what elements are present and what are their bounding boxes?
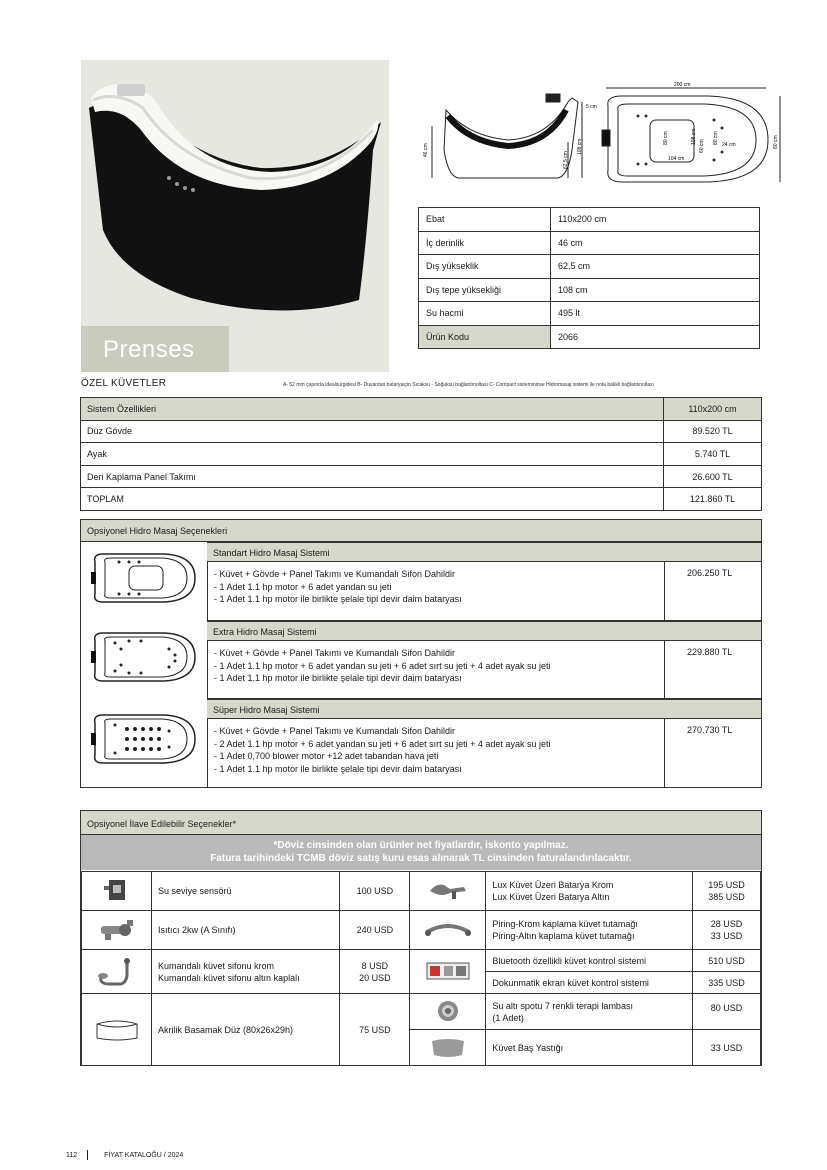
tub-super-icon bbox=[89, 711, 201, 767]
price-row-label: Deri Kaplama Panel Takımı bbox=[81, 465, 664, 488]
option-name bbox=[486, 872, 693, 911]
option-price-line: 8 USD bbox=[361, 960, 389, 971]
page-number: 112 bbox=[66, 1151, 78, 1159]
spec-value: 62,5 cm bbox=[551, 255, 760, 279]
price-row-label: Ayak bbox=[81, 443, 664, 466]
hydro-option bbox=[81, 699, 761, 788]
hydro-option-desc bbox=[207, 719, 664, 788]
dim-label: 5 cm bbox=[586, 104, 597, 110]
option-price: 75 USD bbox=[340, 994, 410, 1066]
spotlight-icon bbox=[410, 994, 486, 1030]
hydro-option-name: Standart Hidro Masaj Sistemi bbox=[207, 542, 761, 562]
option-name-line: Piring-Krom kaplama küvet tutamağı bbox=[492, 919, 638, 929]
hydro-option-desc bbox=[207, 562, 664, 621]
pillow-icon bbox=[410, 1030, 486, 1066]
price-row-label: TOPLAM bbox=[81, 488, 664, 511]
dim-label: 24 cm bbox=[722, 142, 736, 148]
price-row-label: Düz Gövde bbox=[81, 420, 664, 443]
option-price bbox=[693, 911, 761, 950]
currency-notice-line: *Döviz cinsinden olan ürünler net fiyatlardır, iskonto yapılmaz. bbox=[273, 840, 569, 851]
spec-label: Dış yükseklik bbox=[419, 255, 551, 279]
option-price: 335 USD bbox=[693, 972, 761, 994]
additional-options-title: Opsiyonel İlave Edilebilir Seçenekler* bbox=[81, 811, 761, 835]
option-name: Küvet Baş Yastığı bbox=[486, 1030, 693, 1066]
side-view-drawing bbox=[432, 94, 582, 178]
spec-label: Su hacmi bbox=[419, 302, 551, 326]
option-price-line: 20 USD bbox=[359, 972, 391, 983]
step-icon bbox=[82, 994, 152, 1066]
dim-label: 80 cm bbox=[663, 131, 669, 145]
catalog-title: FİYAT KATALOĞU / 2024 bbox=[104, 1151, 184, 1159]
option-name: Dokunmatik ekran küvet kontrol sistemi bbox=[486, 972, 693, 994]
hydro-option-line: - 1 Adet 1.1 hp motor + 6 adet yandan su jeti bbox=[214, 581, 392, 592]
price-head-value: 110x200 cm bbox=[664, 398, 762, 421]
spec-label: İç derinlik bbox=[419, 231, 551, 255]
hydro-option-price: 270.730 TL bbox=[664, 719, 761, 788]
currency-notice bbox=[81, 835, 761, 870]
dim-label: 80 cm bbox=[713, 131, 719, 145]
product-name-label: Prenses bbox=[81, 326, 229, 372]
hydro-option-price: 229.880 TL bbox=[664, 641, 761, 699]
product-photo bbox=[81, 60, 389, 372]
option-name bbox=[486, 911, 693, 950]
option-name: Akrilik Basamak Düz (80x26x29h) bbox=[152, 994, 340, 1066]
dim-label: 200 cm bbox=[674, 82, 691, 88]
hydro-option-name: Extra Hidro Masaj Sistemi bbox=[207, 621, 761, 641]
spec-label: Dış tepe yüksekliği bbox=[419, 278, 551, 302]
price-row-value: 26.600 TL bbox=[664, 465, 762, 488]
section-title: ÖZEL KÜVETLER bbox=[81, 378, 167, 389]
faucet-icon bbox=[410, 872, 486, 911]
option-name-line: Lux Küvet Üzeri Batarya Altın bbox=[492, 892, 610, 902]
currency-notice-line: Fatura tarihindeki TCMB döviz satış kuru esas alınarak TL cinsinden faturalandırılacaktır. bbox=[210, 853, 632, 864]
option-price-line: 33 USD bbox=[710, 931, 743, 941]
hydro-option bbox=[81, 621, 761, 699]
spec-value: 2066 bbox=[551, 325, 760, 349]
price-row-value: 5.740 TL bbox=[664, 443, 762, 466]
page-footer bbox=[66, 1150, 183, 1160]
hydro-massage-section bbox=[80, 519, 762, 788]
spec-value: 108 cm bbox=[551, 278, 760, 302]
hydro-option-line: - 1 Adet 1.1 hp motor ile birlikte şelale tipi devir daim bataryası bbox=[214, 673, 462, 683]
option-name: Su seviye sensörü bbox=[152, 872, 340, 911]
spec-label: Ebat bbox=[419, 208, 551, 232]
additional-options-section bbox=[80, 810, 762, 1066]
siphon-icon bbox=[82, 950, 152, 994]
handle-icon bbox=[410, 911, 486, 950]
option-price-line: 28 USD bbox=[710, 919, 743, 929]
option-price bbox=[693, 872, 761, 911]
footer-divider bbox=[87, 1150, 88, 1160]
hydro-option-line: - Küvet + Gövde + Panel Takımı ve Kumandalı Sifon Dahildir bbox=[214, 569, 455, 579]
water-level-sensor-icon bbox=[82, 872, 152, 911]
hydro-option bbox=[81, 542, 761, 621]
tub-extra-icon bbox=[89, 629, 201, 685]
option-name: Isıtıcı 2kw (A Sınıfı) bbox=[152, 911, 340, 950]
hydro-option-line: - 1 Adet 0,700 blower motor +12 adet tabandan hava jeti bbox=[214, 751, 439, 761]
tub-standard-icon bbox=[89, 550, 201, 606]
option-name: Bluetooth özellikli küvet kontrol sistemi bbox=[486, 950, 693, 972]
hydro-option-desc bbox=[207, 641, 664, 699]
dim-label: 46 cm bbox=[423, 143, 429, 157]
spec-value: 110x200 cm bbox=[551, 208, 760, 232]
option-price: 80 USD bbox=[693, 994, 761, 1030]
price-row-value: 121.860 TL bbox=[664, 488, 762, 511]
hydro-option-line: - 1 Adet 1.1 hp motor ile birlikte şelale tipi devir daim bataryası bbox=[214, 594, 462, 604]
dim-label: 104 cm bbox=[668, 156, 685, 162]
option-price bbox=[340, 950, 410, 994]
hydro-option-line: - 1 Adet 1.1 hp motor ile birlikte şelale tipi devir daim bataryası bbox=[214, 763, 462, 774]
hydro-title: Opsiyonel Hidro Masaj Seçenekleri bbox=[81, 520, 761, 542]
option-name bbox=[152, 950, 340, 994]
dim-label: 108 cm bbox=[577, 138, 583, 155]
option-price-line: 195 USD bbox=[708, 880, 745, 890]
spec-table bbox=[418, 207, 760, 349]
price-table bbox=[80, 397, 762, 511]
hydro-option-line: - Küvet + Gövde + Panel Takımı ve Kumandalı Sifon Dahildir bbox=[214, 648, 455, 658]
option-name-line: Piring-Altın kaplama küvet tutamağı bbox=[492, 931, 635, 941]
option-name-line: Lux Küvet Üzeri Batarya Krom bbox=[492, 880, 614, 890]
option-name-line: Su altı spotu 7 renkli terapi lambası bbox=[492, 1000, 633, 1011]
price-head-label: Sistem Özellikleri bbox=[81, 398, 664, 421]
option-name-line: Kumandalı küvet sifonu altın kaplalı bbox=[158, 972, 300, 983]
footnote: A- 52 mm çapında idealsurgidesi B- Duvardan bataryaiçin Sıcaksu - Soğuksu bağlantınoltası C- Compact sistemininve Hidromasaj sistemi ile nota balıkli bağlantınoltası bbox=[283, 382, 655, 388]
additional-options-table bbox=[81, 871, 761, 1066]
option-price: 240 USD bbox=[340, 911, 410, 950]
dim-label: 60 cm bbox=[699, 139, 705, 153]
option-name-line: Kumandalı küvet sifonu krom bbox=[158, 960, 275, 971]
heater-icon bbox=[82, 911, 152, 950]
option-price-line: 385 USD bbox=[708, 892, 745, 902]
dim-label: 60 cm bbox=[773, 135, 779, 149]
price-row-value: 89.520 TL bbox=[664, 420, 762, 443]
option-price: 33 USD bbox=[693, 1030, 761, 1066]
option-name-line: (1 Adet) bbox=[492, 1012, 524, 1023]
spec-value: 495 lt bbox=[551, 302, 760, 326]
option-name bbox=[486, 994, 693, 1030]
dim-label: 108 cm bbox=[691, 128, 697, 145]
option-price: 510 USD bbox=[693, 950, 761, 972]
hydro-option-line: - 1 Adet 1.1 hp motor + 6 adet yandan su jeti + 6 adet sırt su jeti + 4 adet ayak su jeti bbox=[214, 660, 551, 671]
hydro-option-price: 206.250 TL bbox=[664, 562, 761, 621]
option-price: 100 USD bbox=[340, 872, 410, 911]
technical-drawings bbox=[418, 80, 788, 192]
spec-label: Ürün Kodu bbox=[419, 325, 551, 349]
hydro-option-name: Süper Hidro Masaj Sistemi bbox=[207, 699, 761, 719]
control-panel-icon bbox=[410, 950, 486, 994]
hydro-option-line: - Küvet + Gövde + Panel Takımı ve Kumandalı Sifon Dahildir bbox=[214, 726, 455, 736]
spec-value: 46 cm bbox=[551, 231, 760, 255]
dim-label: 62,5 cm bbox=[563, 151, 569, 169]
hydro-option-line: - 2 Adet 1.1 hp motor + 6 adet yandan su jeti + 6 adet sırt su jeti + 4 adet ayak su jeti bbox=[214, 738, 551, 749]
